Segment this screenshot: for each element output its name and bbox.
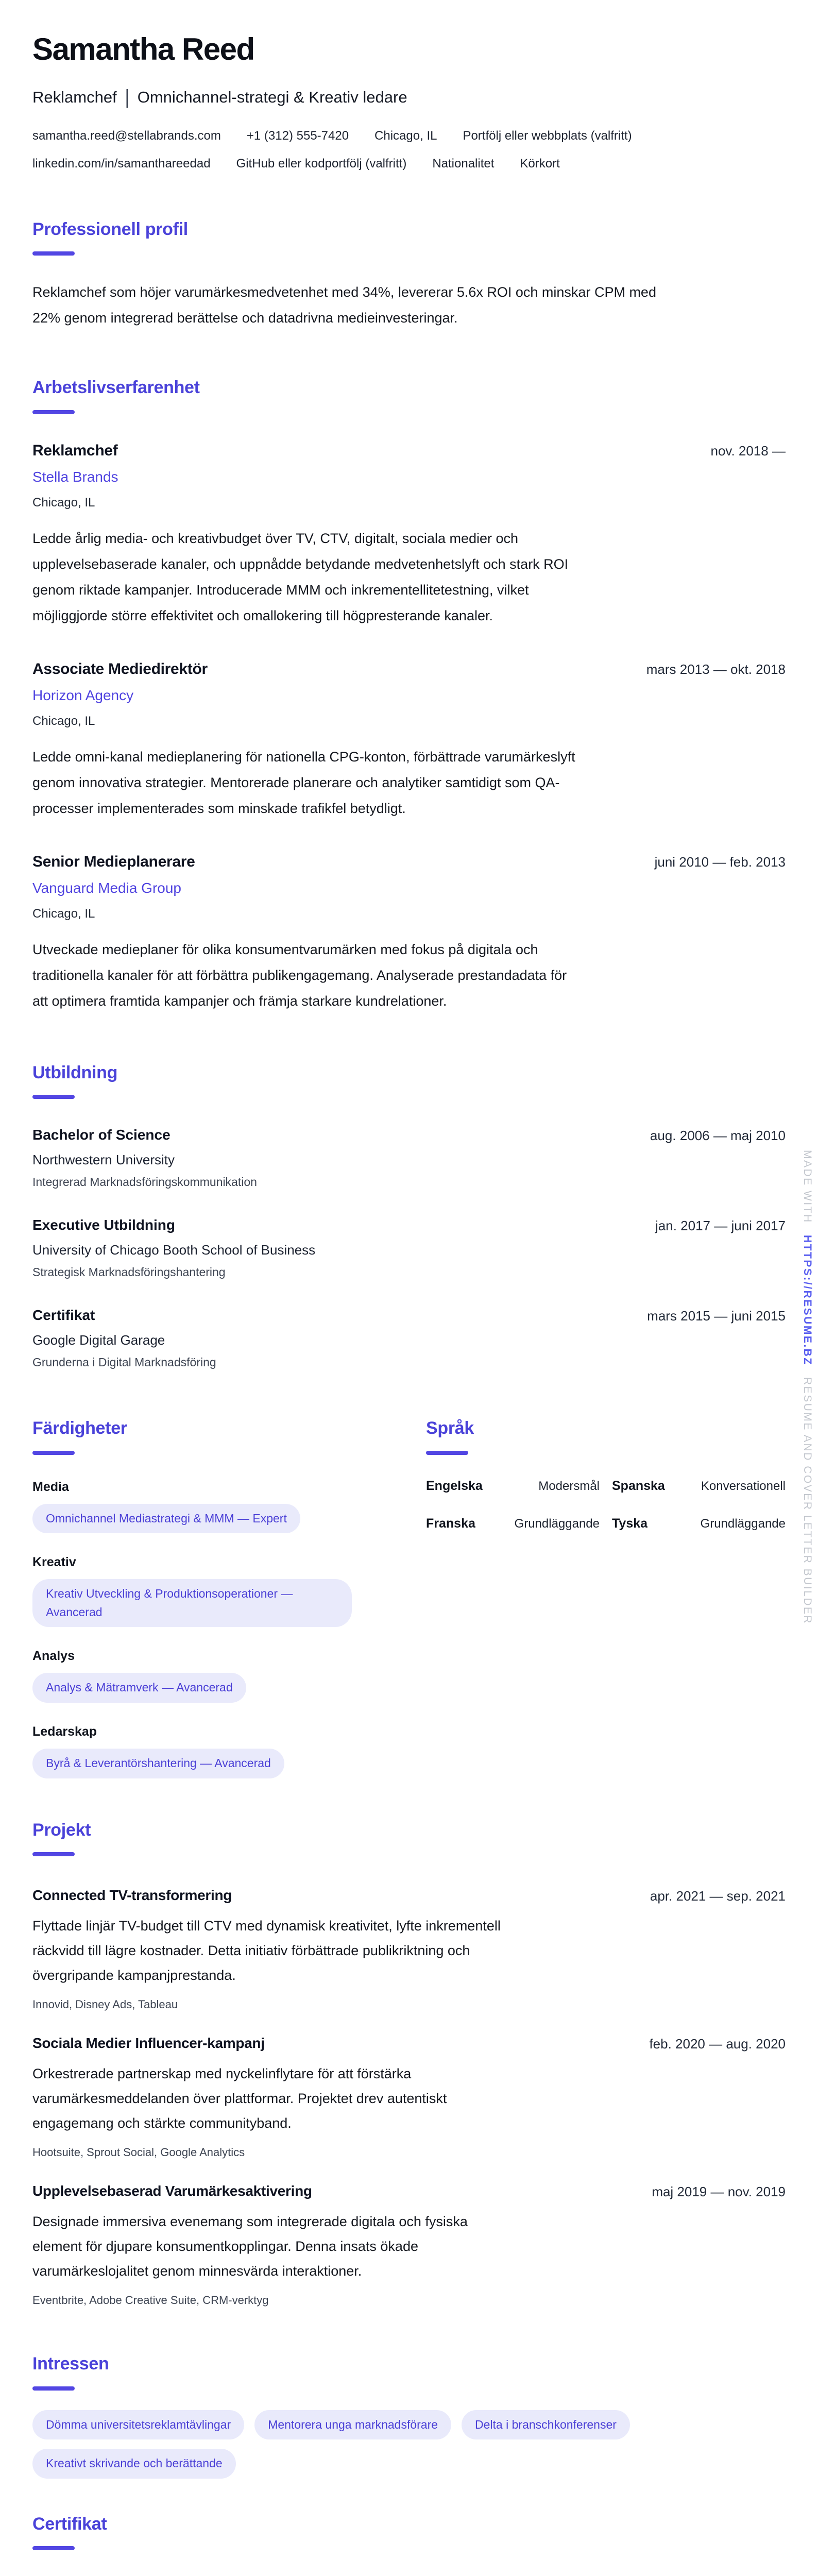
interest-tag: Kreativt skrivande och berättande: [32, 2449, 236, 2479]
language-item: [426, 1516, 600, 1531]
profile-summary: Reklamchef som höjer varumärkesmedvetenhet med 34%, levererar 5.6x ROI och minskar CPM med 22% genom integrerad berättelse och datadrivna medieinvesteringar.: [32, 284, 656, 326]
project-description: Designade immersiva evenemang som integrerade digitala och fysiska element för djupare konsumentkopplingar. Denna insats ökade varumärkeslojalitet genom minnesvärda interaktioner.: [32, 2214, 468, 2279]
section-title-skills: Färdigheter: [32, 1418, 127, 1438]
experience-entries: [32, 442, 786, 1014]
section-underline: [32, 2386, 75, 2391]
skill-category: Analys: [32, 1649, 75, 1664]
headline-tagline: Omnichannel-strategi & Kreativ ledare: [137, 88, 407, 106]
language-level: Modersmål: [538, 1479, 600, 1493]
header: [32, 33, 786, 173]
job-entry-header: [32, 660, 786, 678]
job-description: Utveckade medieplaner för olika konsumentvarumärken med fokus på digitala och traditionella kanaler för att förbättra publikengagemang. Analyserade prestandadata för att optimera framtida kampanjer och främja starkare kundrelationer.: [32, 941, 567, 1009]
job-entry: [32, 660, 786, 821]
language-name: Franska: [426, 1516, 475, 1531]
section-title-projects: Projekt: [32, 1820, 91, 1840]
job-title: Senior Medieplanerare: [32, 853, 195, 870]
skill-category: Kreativ: [32, 1555, 76, 1570]
skill-category: Ledarskap: [32, 1724, 97, 1739]
skill-tag: Kreativ Utveckling & Produktionsoperationer — Avancerad: [32, 1579, 352, 1627]
education-degree: Certifikat: [32, 1307, 95, 1324]
contact-row-1: [32, 127, 786, 145]
section-title-interests: Intressen: [32, 2354, 109, 2374]
contact-portfolio-placeholder: Portfölj eller webbplats (valfritt): [463, 129, 632, 143]
job-dates: juni 2010 — feb. 2013: [654, 854, 786, 870]
project-title: Connected TV-transformering: [32, 1887, 232, 1904]
watermark-tagline: RESUME AND COVER LETTER BUILDER: [802, 1377, 813, 1625]
project-entries: [32, 1887, 786, 2307]
project-tools: Innovid, Disney Ads, Tableau: [32, 1998, 178, 2011]
job-entry: [32, 442, 786, 629]
education-entry-header: [32, 1307, 786, 1324]
watermark-url-link[interactable]: HTTPS://RESUME.BZ: [802, 1235, 813, 1366]
project-entry-header: [32, 2035, 786, 2052]
contact-nationality-placeholder: Nationalitet: [432, 157, 495, 171]
job-location: Chicago, IL: [32, 714, 95, 728]
education-field: Grunderna i Digital Marknadsföring: [32, 1355, 216, 1369]
contact-location: Chicago, IL: [374, 129, 437, 143]
section-profile: [32, 220, 786, 331]
language-item: [612, 1479, 786, 1494]
skill-category: Media: [32, 1479, 69, 1494]
project-tools: Hootsuite, Sprout Social, Google Analytics: [32, 2146, 245, 2159]
section-underline: [32, 251, 75, 256]
job-location: Chicago, IL: [32, 906, 95, 921]
education-degree: Bachelor of Science: [32, 1127, 171, 1143]
project-dates: feb. 2020 — aug. 2020: [649, 2036, 786, 2052]
skill-group: [32, 1649, 392, 1703]
skill-tag: Byrå & Leverantörshantering — Avancerad: [32, 1749, 284, 1778]
contact-phone: +1 (312) 555-7420: [246, 129, 349, 143]
section-languages: [426, 1419, 786, 1778]
education-dates: jan. 2017 — juni 2017: [655, 1218, 786, 1234]
project-tools: Eventbrite, Adobe Creative Suite, CRM-verktyg: [32, 2294, 269, 2307]
project-entry-header: [32, 2183, 786, 2200]
education-dates: aug. 2006 — maj 2010: [650, 1128, 786, 1144]
contact-row-2: [32, 155, 786, 173]
language-name: Spanska: [612, 1478, 665, 1493]
section-underline: [32, 1451, 75, 1455]
section-title-education: Utbildning: [32, 1062, 118, 1082]
education-entry: [32, 1217, 786, 1279]
section-experience: [32, 378, 786, 1013]
interest-tag: Delta i branschkonferenser: [462, 2410, 630, 2440]
education-entry: [32, 1127, 786, 1189]
contact-linkedin: linkedin.com/in/samanthareedad: [32, 157, 211, 171]
contact-github-placeholder: GitHub eller kodportfölj (valfritt): [236, 157, 407, 171]
headline-separator: |: [125, 86, 129, 109]
job-location: Chicago, IL: [32, 495, 95, 510]
section-underline: [32, 2546, 75, 2550]
skill-tag: Analys & Mätramverk — Avancerad: [32, 1673, 246, 1703]
job-entry: [32, 853, 786, 1014]
education-dates: mars 2015 — juni 2015: [647, 1308, 786, 1324]
company-link[interactable]: Horizon Agency: [32, 687, 134, 703]
contact-license-placeholder: Körkort: [520, 157, 560, 171]
job-entry-header: [32, 853, 786, 871]
contact-email: samantha.reed@stellabrands.com: [32, 129, 221, 143]
education-degree: Executive Utbildning: [32, 1217, 175, 1233]
section-certificates: [32, 2515, 786, 2576]
project-entry: [32, 1887, 786, 2011]
section-title-languages: Språk: [426, 1418, 474, 1438]
education-entry: [32, 1307, 786, 1369]
headline: [32, 88, 786, 107]
section-skills: [32, 1419, 392, 1778]
section-interests: [32, 2354, 786, 2479]
interest-tags: [32, 2410, 692, 2479]
section-title-experience: Arbetslivserfarenhet: [32, 378, 200, 398]
job-dates: nov. 2018 —: [710, 443, 786, 459]
language-name: Engelska: [426, 1478, 483, 1493]
skill-group: [32, 1480, 392, 1534]
contact-info: [32, 127, 786, 173]
job-title: Associate Mediedirektör: [32, 660, 208, 677]
language-name: Tyska: [612, 1516, 648, 1531]
project-dates: maj 2019 — nov. 2019: [652, 2184, 786, 2200]
job-description: Ledde årlig media- och kreativbudget över TV, CTV, digitalt, sociala medier och upplevelsebaserade kanaler, och uppnådde betydande medvetenhetslyft och stark ROI genom riktade kampanjer. Introducerade MMM och inkrementellitetestning, vilket möjliggjorde större effektivitet och omallokering till högpresterande kanaler.: [32, 530, 569, 623]
language-level: Grundläggande: [514, 1516, 600, 1531]
section-title-certificates: Certifikat: [32, 2514, 107, 2534]
watermark-made-with: MADE WITH: [802, 1150, 813, 1224]
education-school: Northwestern University: [32, 1152, 175, 1168]
project-description: Flyttade linjär TV-budget till CTV med dynamisk kreativitet, lyfte inkrementell räckvidd till lägre kostnader. Detta initiativ förbättrade publikriktning och övergripande kampanjprestanda.: [32, 1918, 501, 1984]
company-link[interactable]: Stella Brands: [32, 468, 118, 485]
project-title: Sociala Medier Influencer-kampanj: [32, 2035, 265, 2052]
job-title: Reklamchef: [32, 442, 118, 459]
section-underline: [32, 410, 75, 414]
project-entry: [32, 2183, 786, 2307]
language-level: Grundläggande: [700, 1516, 786, 1531]
education-entries: [32, 1127, 786, 1369]
interest-tag: Mentorera unga marknadsförare: [254, 2410, 451, 2440]
company-link[interactable]: Vanguard Media Group: [32, 879, 181, 896]
project-title: Upplevelsebaserad Varumärkesaktivering: [32, 2183, 312, 2199]
language-item: [612, 1516, 786, 1531]
project-entry: [32, 2035, 786, 2159]
project-entry-header: [32, 1887, 786, 1904]
project-description: Orkestrerade partnerskap med nyckelinflytare för att förstärka varumärkesmeddelanden över plattformar. Projektet drev autentiskt engagemang och stärkte communityband.: [32, 2066, 447, 2131]
education-entry-header: [32, 1127, 786, 1144]
job-dates: mars 2013 — okt. 2018: [646, 661, 786, 677]
section-projects: [32, 1821, 786, 2307]
education-field: Strategisk Marknadsföringshantering: [32, 1265, 226, 1279]
job-description: Ledde omni-kanal medieplanering för nationella CPG-konton, förbättrade varumärkeslyft genom innovativa strategier. Mentorerade planerare och analytiker samtidigt som QA-processer implementerades som minskade trafikfel betydligt.: [32, 749, 575, 816]
language-item: [426, 1479, 600, 1494]
section-underline: [32, 1095, 75, 1099]
person-name: Samantha Reed: [32, 32, 254, 66]
education-school: Google Digital Garage: [32, 1332, 165, 1348]
project-dates: apr. 2021 — sep. 2021: [650, 1888, 786, 1904]
section-underline: [32, 1852, 75, 1856]
job-entry-header: [32, 442, 786, 460]
interest-tag: Dömma universitetsreklamtävlingar: [32, 2410, 244, 2440]
skills-languages-columns: [32, 1419, 786, 1778]
section-education: [32, 1063, 786, 1369]
watermark: [802, 1150, 813, 1624]
skill-tag: Omnichannel Mediastrategi & MMM — Expert: [32, 1504, 300, 1534]
section-underline: [426, 1451, 468, 1455]
section-title-profile: Professionell profil: [32, 219, 188, 239]
headline-role: Reklamchef: [32, 88, 117, 106]
language-level: Konversationell: [701, 1479, 786, 1493]
languages-grid: [426, 1479, 786, 1531]
education-school: University of Chicago Booth School of Business: [32, 1242, 316, 1258]
skill-group: [32, 1724, 392, 1778]
education-entry-header: [32, 1217, 786, 1234]
skill-group: [32, 1555, 392, 1627]
education-field: Integrerad Marknadsföringskommunikation: [32, 1175, 257, 1189]
